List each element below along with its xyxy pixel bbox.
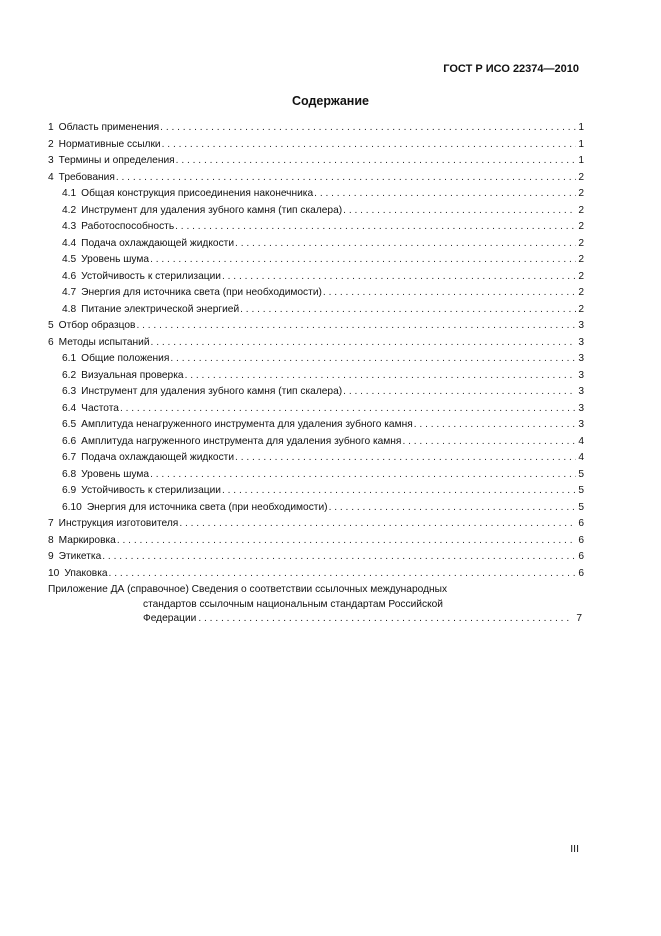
page-number: III xyxy=(570,843,579,855)
toc-entry[interactable] xyxy=(48,351,584,368)
appendix-line-3-text: Федерации xyxy=(143,613,197,624)
dot-leader xyxy=(401,434,576,451)
appendix-line-2: стандартов ссылочным национальным стандартам Российской xyxy=(143,598,444,610)
toc-entry-number: 3 xyxy=(48,155,54,166)
toc-entry[interactable] xyxy=(48,252,584,269)
toc-entry-number: 5 xyxy=(48,320,54,331)
toc-entry-number: 6.5 xyxy=(62,419,77,430)
toc-entry-number: 4.1 xyxy=(62,188,77,199)
toc-entry-page: 6 xyxy=(578,567,584,579)
toc-entry-title: Общие положения xyxy=(81,353,170,364)
toc-entry-page: 6 xyxy=(578,518,584,529)
toc-entry-title: Устойчивость к стерилизации xyxy=(81,270,221,282)
toc-entry-page: 4 xyxy=(578,435,584,447)
toc-entry-number: 1 xyxy=(48,122,54,133)
toc-entry[interactable] xyxy=(48,566,584,583)
toc-entry-title: Энергия для источника света (при необходимости) xyxy=(86,501,328,513)
toc-entry-number: 6.2 xyxy=(62,369,77,381)
toc-entry-title: Амплитуда нагруженного инструмента для удаления зубного камня xyxy=(81,435,402,447)
document-code: ГОСТ Р ИСО 22374—2010 xyxy=(443,63,579,75)
toc-entry[interactable] xyxy=(48,153,584,170)
toc-entry-title: Область применения xyxy=(58,122,160,133)
toc-entry[interactable] xyxy=(48,170,584,187)
toc-entry-title: Устойчивость к стерилизации xyxy=(81,485,221,496)
toc-entry-title: Требования xyxy=(58,171,115,183)
toc-entry-number: 6.1 xyxy=(62,353,77,364)
toc-entry[interactable] xyxy=(48,483,584,500)
toc-entry-number: 4.8 xyxy=(62,303,77,315)
dot-leader xyxy=(322,285,576,302)
toc-entry-page: 2 xyxy=(578,188,584,199)
toc-entry-page: 3 xyxy=(578,369,584,381)
toc-entry[interactable] xyxy=(48,368,584,385)
toc-entry-page: 2 xyxy=(578,221,584,232)
toc-entry-number: 6.8 xyxy=(62,468,77,480)
toc-entry-title: Уровень шума xyxy=(81,254,150,265)
toc-entry-title: Этикетка xyxy=(58,551,102,562)
toc-entry[interactable] xyxy=(48,549,584,566)
toc-entry-title: Подача охлаждающей жидкости xyxy=(81,452,235,463)
dot-leader xyxy=(116,533,576,550)
toc-entry[interactable] xyxy=(48,120,584,137)
toc-entry[interactable] xyxy=(48,335,584,352)
toc-entry-title: Методы испытаний xyxy=(58,336,150,348)
dot-leader xyxy=(328,500,576,517)
toc-entry-title: Инструмент для удаления зубного камня (тип скалера) xyxy=(81,204,343,216)
toc-entry-title: Питание электрической энергией xyxy=(81,303,240,315)
dot-leader xyxy=(149,252,576,269)
toc-entry-page: 5 xyxy=(578,485,584,496)
toc-entry-page: 2 xyxy=(578,237,584,249)
dot-leader xyxy=(175,153,576,170)
dot-leader xyxy=(342,384,576,401)
dot-leader xyxy=(221,269,576,286)
appendix-line-3 xyxy=(48,612,584,627)
toc-entry-number: 6.10 xyxy=(62,501,82,513)
toc-entry-title: Подача охлаждающей жидкости xyxy=(81,237,235,249)
toc-entry-title: Частота xyxy=(81,402,119,414)
toc-entry-number: 9 xyxy=(48,551,54,562)
dot-leader xyxy=(135,318,576,335)
toc-entry-number: 4.7 xyxy=(62,287,77,298)
toc-entry-title: Амплитуда ненагруженного инструмента для удаления зубного камня xyxy=(81,419,413,430)
dot-leader xyxy=(413,417,576,434)
toc-entry-page: 1 xyxy=(578,122,584,133)
toc-entry-page: 3 xyxy=(578,386,584,397)
toc-entry-title: Маркировка xyxy=(58,534,116,546)
toc-entry[interactable] xyxy=(48,203,584,220)
toc-entry-page: 2 xyxy=(578,303,584,315)
toc-entry-page: 2 xyxy=(578,254,584,265)
toc-entry-title: Работоспособность xyxy=(81,221,175,232)
dot-leader xyxy=(149,467,576,484)
dot-leader xyxy=(239,302,576,319)
appendix-page-number: 7 xyxy=(576,613,582,624)
toc-entry-number: 4.6 xyxy=(62,270,77,282)
dot-leader xyxy=(234,236,576,253)
toc-entry-page: 3 xyxy=(578,320,584,331)
toc-entry-title: Визуальная проверка xyxy=(81,369,184,381)
toc-entry-title: Энергия для источника света (при необходимости) xyxy=(81,287,322,298)
toc-entry-page: 1 xyxy=(578,155,584,166)
toc-entry[interactable] xyxy=(48,533,584,550)
toc-entry-number: 6 xyxy=(48,336,54,348)
toc-entry-page: 4 xyxy=(578,452,584,463)
dot-leader xyxy=(169,351,576,368)
toc-entry-page: 2 xyxy=(578,204,584,216)
toc-entry[interactable] xyxy=(48,401,584,418)
toc-entry-title: Нормативные ссылки xyxy=(58,138,161,150)
toc-appendix-entry[interactable] xyxy=(48,583,584,627)
toc-entry-number: 4.4 xyxy=(62,237,77,249)
toc-entry[interactable] xyxy=(48,137,584,154)
toc-entry-title: Упаковка xyxy=(64,567,108,579)
toc-entry-page: 3 xyxy=(578,353,584,364)
toc-entry[interactable] xyxy=(48,450,584,467)
toc-entry[interactable] xyxy=(48,467,584,484)
toc-entry-page: 3 xyxy=(578,402,584,414)
toc-entry-page: 1 xyxy=(578,138,584,150)
toc-entry-title: Термины и определения xyxy=(58,155,175,166)
dot-leader xyxy=(119,401,576,418)
toc-entry[interactable] xyxy=(48,500,584,517)
dot-leader xyxy=(150,335,576,352)
toc-entry[interactable] xyxy=(48,516,584,533)
toc-entry-title: Общая конструкция присоединения наконечника xyxy=(81,188,314,199)
toc-entry-number: 4.2 xyxy=(62,204,77,216)
toc-entry[interactable] xyxy=(48,384,584,401)
toc-entry-page: 3 xyxy=(578,419,584,430)
dot-leader xyxy=(221,483,576,500)
table-of-contents xyxy=(48,120,584,582)
toc-entry[interactable] xyxy=(48,186,584,203)
toc-entry-number: 8 xyxy=(48,534,54,546)
toc-entry-page: 2 xyxy=(578,270,584,282)
dot-leader xyxy=(313,186,576,203)
toc-entry[interactable] xyxy=(48,285,584,302)
toc-entry-title: Инструкция изготовителя xyxy=(58,518,179,529)
toc-entry-number: 6.3 xyxy=(62,386,77,397)
toc-entry-page: 6 xyxy=(578,534,584,546)
toc-entry-number: 4.3 xyxy=(62,221,77,232)
toc-entry-page: 6 xyxy=(578,551,584,562)
toc-entry[interactable] xyxy=(48,434,584,451)
toc-entry[interactable] xyxy=(48,219,584,236)
dot-leader xyxy=(115,170,576,187)
toc-entry[interactable] xyxy=(48,302,584,319)
toc-entry-number: 10 xyxy=(48,567,60,579)
toc-entry-number: 6.4 xyxy=(62,402,77,414)
dot-leader xyxy=(196,612,570,627)
toc-entry-number: 4.5 xyxy=(62,254,77,265)
toc-entry-title: Инструмент для удаления зубного камня (тип скалера) xyxy=(81,386,343,397)
appendix-line-1: Приложение ДА (справочное) Сведения о соответствии ссылочных международных xyxy=(48,584,448,595)
toc-entry-number: 2 xyxy=(48,138,54,150)
dot-leader xyxy=(108,566,576,583)
dot-leader xyxy=(161,137,576,154)
dot-leader xyxy=(342,203,576,220)
dot-leader xyxy=(159,120,576,137)
toc-entry[interactable] xyxy=(48,417,584,434)
toc-entry-number: 7 xyxy=(48,518,54,529)
toc-entry-page: 2 xyxy=(578,287,584,298)
toc-entry-page: 5 xyxy=(578,501,584,513)
dot-leader xyxy=(101,549,576,566)
page-title: Содержание xyxy=(291,94,369,108)
toc-entry[interactable] xyxy=(48,236,584,253)
dot-leader xyxy=(178,516,576,533)
dot-leader xyxy=(174,219,576,236)
toc-entry-number: 4 xyxy=(48,171,54,183)
toc-entry-title: Уровень шума xyxy=(81,468,150,480)
toc-entry-page: 2 xyxy=(578,171,584,183)
toc-entry[interactable] xyxy=(48,318,584,335)
dot-leader xyxy=(184,368,576,385)
toc-entry-number: 6.7 xyxy=(62,452,77,463)
toc-entry-number: 6.6 xyxy=(62,435,77,447)
dot-leader xyxy=(234,450,576,467)
toc-entry-title: Отбор образцов xyxy=(58,320,136,331)
toc-entry-page: 5 xyxy=(578,468,584,480)
toc-entry-number: 6.9 xyxy=(62,485,77,496)
toc-entry[interactable] xyxy=(48,269,584,286)
toc-entry-page: 3 xyxy=(578,336,584,348)
